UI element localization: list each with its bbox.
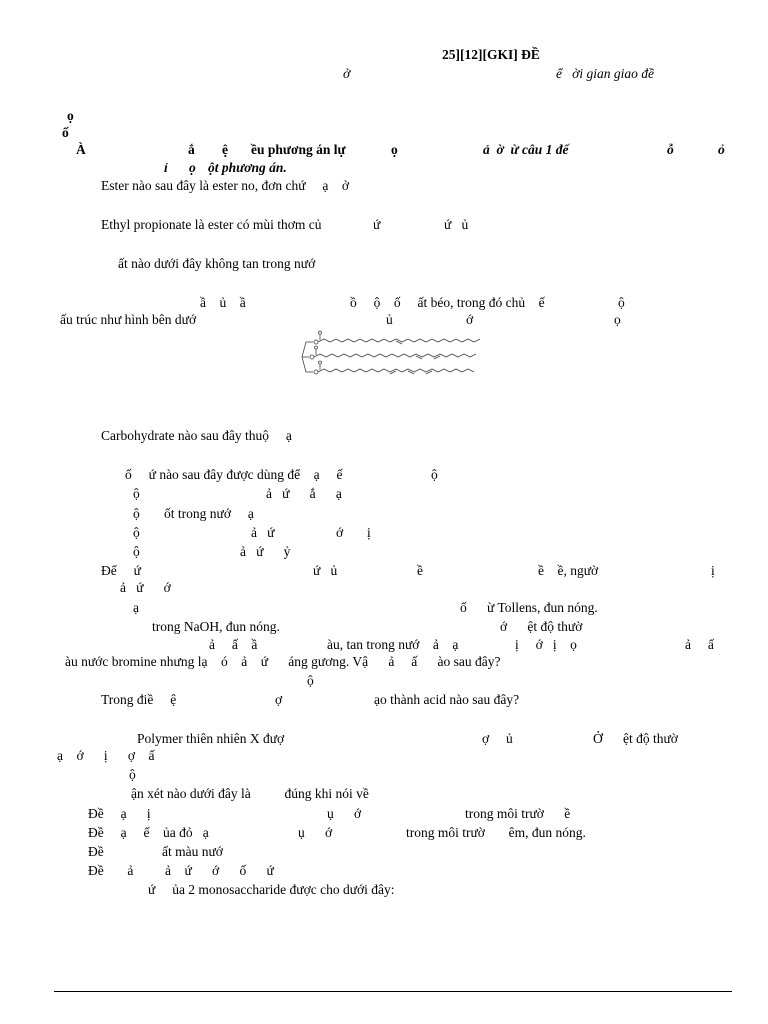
question-10-option-3-b: ất màu nướ [162,844,223,859]
instruction-c: ệ [222,142,228,157]
question-7-k: ả ấ ầ [209,637,258,652]
instruction-d: ều phương án lự [251,142,346,157]
question-10-option-2-a: Đề ạ ế ủa đỏ ạ [88,825,209,840]
question-4-d: ấu trúc như hình bên dướ [60,312,197,327]
question-10-option-3-a: Đề [88,844,104,859]
question-6-option-1-a: ộ [133,486,140,501]
question-2-a: Ethyl propionate là ester có mùi thơm củ [101,217,322,232]
instruction2-c: ột phương án. [208,160,287,175]
question-6-option-3-a: ộ [133,525,140,540]
question-7-c: ề [417,563,423,578]
question-6-b: ộ [431,467,438,482]
question-10-option-1-c: trong môi trườ ề [465,806,571,821]
question-7-j: ớ ệt độ thườ [500,619,583,634]
header-sub-right: ể ời gian giao đề [556,66,654,81]
question-6-option-3-d: ị [367,525,371,540]
question-8-c: ạo thành acid nào sau đây? [374,692,520,707]
question-2-b: ứ [373,217,381,232]
question-4-f: ớ [466,312,474,327]
question-9-c: Ở ệt độ thườ [593,731,678,746]
question-10-option-4-a: Đề ả [88,863,134,878]
question-10: ận xét nào dưới đây là đúng khi nói về [131,786,369,801]
section-mark-1: ọ [67,108,74,123]
question-6-option-4-a: ộ [133,544,140,559]
question-7-m: ị ớ ị ọ [515,637,577,652]
instruction2-b: ọ [189,160,196,175]
instruction-f: ả ờ ừ câu 1 đế [483,142,569,157]
question-6-option-2-b: ốt trong nướ ạ [164,506,254,521]
question-9-e: ộ [129,767,136,782]
question-10-option-2-c: trong môi trườ êm, đun nóng. [406,825,586,840]
question-6-option-1-b: ả ứ ắ ạ [266,486,342,501]
instruction-a: À [76,142,86,157]
question-7-d: ề ề, ngườ [538,563,599,578]
question-3: ất nào dưới đây không tan trong nướ [118,256,316,271]
question-10-option-2-b: ụ ớ [298,825,333,840]
question-4-a: ầ ủ ầ [200,295,246,310]
question-7-i: trong NaOH, đun nóng. [152,619,280,634]
question-7-l: àu, tan trong nướ ả ạ [327,637,459,652]
question-7-n: ả ấ [685,637,714,652]
question-4-b: ồ ộ ố ất béo, trong đó chủ ế [350,295,545,310]
instruction-h: ỏ [718,142,725,157]
question-4-g: ọ [614,312,621,327]
question-6-option-4-b: ả ứ ỷ [240,544,291,559]
question-7-g: ạ [133,600,139,615]
question-2-c: ứ ủ [444,217,469,232]
question-7-e: ị [711,563,715,578]
instruction2-a: ỉ [164,160,168,175]
question-9-d: ạ ớ ị ợ ấ [57,748,155,763]
question-11: ứ ủa 2 monosaccharide được cho dưới đây: [148,882,395,897]
question-8-a: Trong điề ệ [101,692,177,707]
instruction-e: ọ [391,142,398,157]
question-10-option-1-a: Đề ạ ị [88,806,151,821]
question-6-option-3-b: ả ứ [251,525,275,540]
question-4-c: ộ [618,295,625,310]
question-10-option-4-b: ả ứ ớ ố ứ [165,863,274,878]
question-7-f: ả ứ ớ [120,580,171,595]
question-4-e: ủ [386,312,393,327]
question-6: ố ứ nào sau đây được dùng để ạ ế [125,467,343,482]
question-1: Ester nào sau đây là ester no, đơn chứ ạ ở [101,178,350,193]
instruction-g: ỗ [667,142,674,157]
question-8-b: ợ [275,692,283,707]
instruction-b: ắ [188,142,195,157]
question-9-a: Polymer thiên nhiên X đượ [137,731,285,746]
question-5: Carbohydrate nào sau đây thuộ ạ [101,428,292,443]
triglyceride-structure-image [296,330,486,384]
question-7-b: ứ ủ [313,563,338,578]
question-7-h: ố ừ Tollens, đun nóng. [460,600,598,615]
section-mark-2: ố [62,125,69,140]
header-sub-left: ở [343,66,351,81]
question-6-option-3-c: ớ [336,525,344,540]
question-6-option-2-a: ộ [133,506,140,521]
question-7-p: ộ [307,673,314,688]
question-7-o: àu nước bromine nhưng lạ ó ả ứ áng gương. Vậ ả ấ ào sau đây? [65,654,501,669]
page-title: 25][12][GKI] ĐỀ [442,47,540,62]
question-10-option-1-b: ụ ớ [327,806,362,821]
question-9-b: ợ ủ [482,731,513,746]
footer-divider [54,991,732,992]
question-7-a: Để ứ [101,563,141,578]
